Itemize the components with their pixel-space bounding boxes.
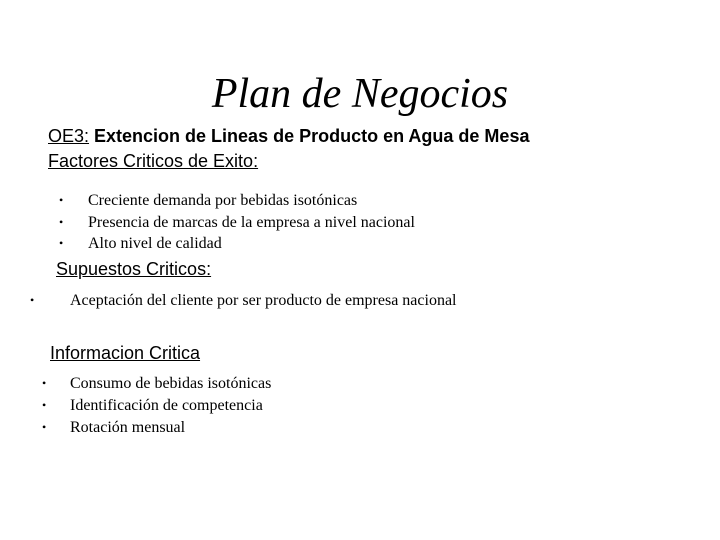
informacion-list	[42, 373, 642, 439]
supuestos-list	[30, 290, 670, 312]
list-item	[59, 190, 659, 212]
bullet-icon: •	[30, 293, 35, 307]
bullet-icon: •	[59, 193, 64, 207]
bullet-icon: •	[42, 376, 47, 390]
objective-text: Extencion de Lineas de Producto en Agua de Mesa	[89, 126, 530, 146]
list-item	[59, 233, 659, 255]
list-item	[42, 417, 642, 439]
list-item	[42, 395, 642, 417]
factores-heading: Factores Criticos de Exito:	[48, 151, 259, 171]
bullet-icon: •	[59, 214, 64, 229]
slide-title-text: Plan de Negocios	[211, 71, 509, 117]
informacion-text: Consumo de bebidas isotónicas	[70, 375, 272, 392]
factor-text: Alto nivel de calidad	[88, 235, 222, 252]
objective-code: OE3:	[48, 126, 90, 146]
slide-title	[0, 68, 720, 120]
informacion-text: Identificación de competencia	[70, 397, 263, 414]
list-item	[59, 212, 659, 234]
informacion-text: Rotación mensual	[70, 419, 186, 436]
supuestos-heading: Supuestos Criticos:	[56, 259, 212, 279]
objective-line	[48, 125, 529, 147]
supuesto-text: Aceptación del cliente por ser producto de empresa nacional	[70, 292, 457, 309]
list-item	[30, 290, 670, 312]
factor-text: Presencia de marcas de la empresa a nivel nacional	[88, 213, 415, 231]
informacion-heading: Informacion Critica	[50, 343, 201, 363]
factores-list	[59, 190, 659, 255]
factor-text: Creciente demanda por bebidas isotónicas	[88, 192, 358, 209]
bullet-icon: •	[42, 398, 47, 412]
list-item	[42, 373, 642, 395]
bullet-icon: •	[59, 236, 64, 250]
bullet-icon: •	[42, 420, 47, 434]
